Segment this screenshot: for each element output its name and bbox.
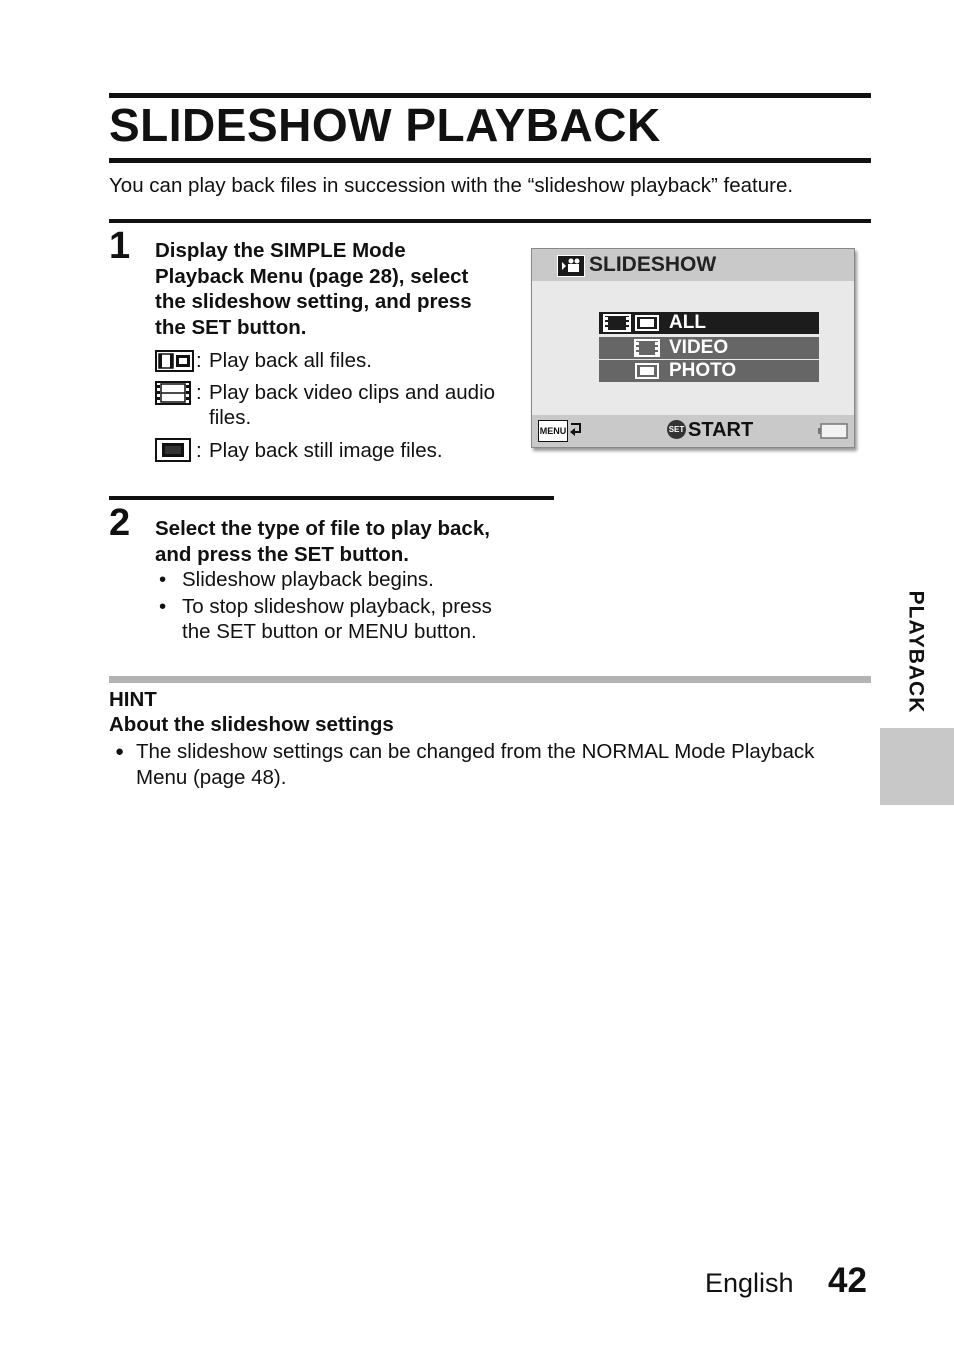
hint-text xyxy=(109,739,879,791)
bullet-line: To stop slideshow playback, press xyxy=(182,594,492,618)
hint-body xyxy=(109,739,879,791)
all-files-icon xyxy=(155,350,194,378)
menu-item-label: VIDEO xyxy=(669,337,729,358)
still-image-icon xyxy=(633,361,661,381)
hint-bullet: ● xyxy=(115,743,125,760)
option-text xyxy=(209,348,529,373)
step1-instruction xyxy=(155,238,525,340)
language-label: English xyxy=(705,1268,794,1298)
option-colon: : xyxy=(196,349,202,372)
step1-rule xyxy=(109,219,871,223)
step1-line: the slideshow setting, and press xyxy=(155,290,472,313)
intro-text: You can play back files in succession with the “slideshow playback” feature. xyxy=(109,174,794,197)
menu-item-all[interactable] xyxy=(599,312,819,334)
hint-heading: About the slideshow settings xyxy=(109,713,394,736)
screen-footer xyxy=(532,415,854,447)
screen-header xyxy=(532,249,854,281)
option-line: Play back still image files. xyxy=(209,439,443,462)
title-bottom-rule xyxy=(109,158,871,163)
option-line: files. xyxy=(209,406,252,429)
step1-line: Display the SIMPLE Mode xyxy=(155,239,406,262)
bullet-line: the SET button or MENU button. xyxy=(182,620,477,643)
step2-line: Select the type of file to play back, xyxy=(155,517,490,540)
menu-item-label: PHOTO xyxy=(669,360,737,381)
step2-rule xyxy=(109,496,554,500)
hint-label: HINT xyxy=(109,688,157,711)
battery-icon xyxy=(817,422,849,440)
list-item xyxy=(155,567,535,593)
hint-rule xyxy=(109,676,871,683)
set-label: SET xyxy=(668,425,685,434)
page-title: SLIDESHOW PLAYBACK xyxy=(109,99,661,151)
page-number: 42 xyxy=(828,1261,867,1300)
step1-line: Playback Menu (page 28), select xyxy=(155,264,469,288)
menu-label: MENU xyxy=(539,426,567,436)
step1-line: the SET button. xyxy=(155,315,307,339)
option-line: Play back video clips and audio xyxy=(209,381,496,404)
menu-item-label: ALL xyxy=(669,312,706,333)
slideshow-screen xyxy=(531,248,855,448)
step2-number: 2 xyxy=(109,502,131,544)
list-item xyxy=(155,594,535,645)
bullet-dot: • xyxy=(159,568,167,591)
screen-title: SLIDESHOW xyxy=(589,253,717,276)
start-label: START xyxy=(688,419,754,441)
all-files-icon xyxy=(602,313,662,333)
still-image-icon xyxy=(155,438,191,468)
option-colon: : xyxy=(196,381,202,404)
side-section-text: PLAYBACK xyxy=(904,590,928,714)
step1-number: 1 xyxy=(109,225,131,267)
film-strip-icon xyxy=(633,338,661,358)
step2-instruction xyxy=(155,516,535,567)
set-button-icon xyxy=(667,420,686,439)
menu-button-icon xyxy=(538,420,568,442)
step2-line: and press the SET button. xyxy=(155,542,409,566)
option-text xyxy=(209,380,529,430)
film-strip-icon xyxy=(155,381,191,411)
bullet-line: Slideshow playback begins. xyxy=(182,568,434,591)
playback-mode-icon xyxy=(557,255,585,277)
side-section-label xyxy=(903,578,927,723)
side-tab-marker xyxy=(880,728,954,805)
option-colon: : xyxy=(196,439,202,462)
return-icon xyxy=(568,421,584,439)
option-text xyxy=(209,438,529,463)
option-line: Play back all files. xyxy=(209,349,372,372)
menu-item-video[interactable] xyxy=(599,337,819,359)
hint-line: The slideshow settings can be changed from the NORMAL Mode Playback xyxy=(136,740,815,763)
hint-line: Menu (page 48). xyxy=(136,766,287,789)
bullet-dot: • xyxy=(159,594,167,618)
menu-item-photo[interactable] xyxy=(599,360,819,382)
step2-bullets xyxy=(155,567,535,645)
